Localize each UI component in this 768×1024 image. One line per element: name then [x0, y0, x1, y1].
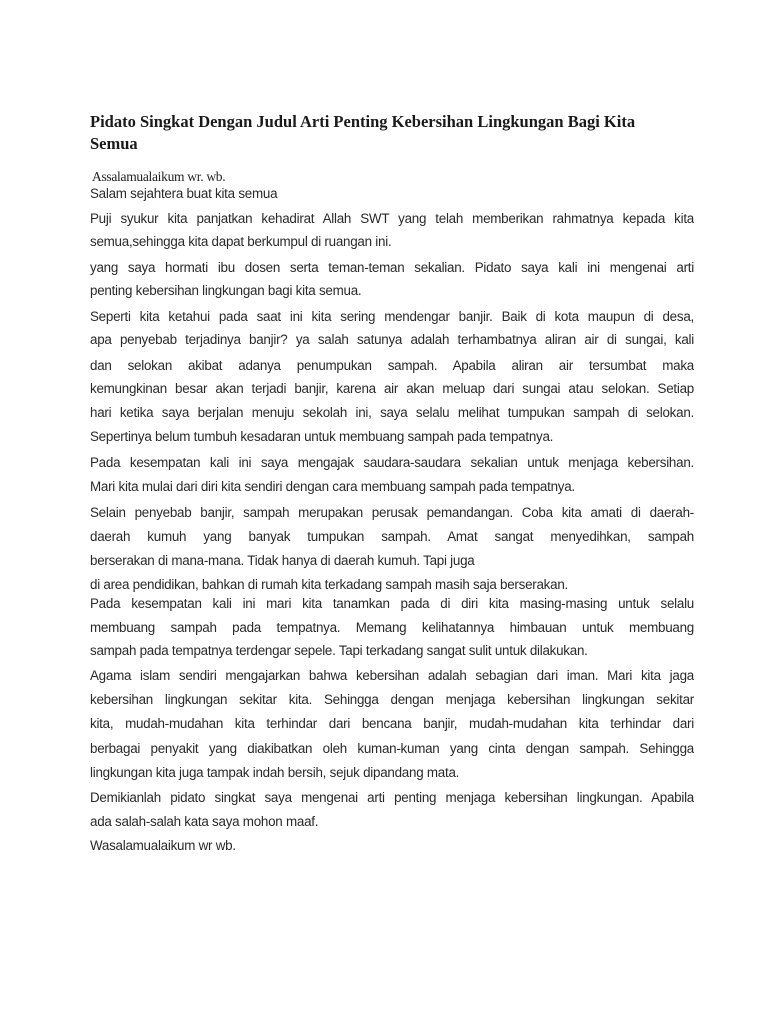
- body-text-line: lingkungan kita juga tampak indah bersih, sejuk dipandang mata.: [90, 765, 460, 780]
- body-text-line: kita, mudah-mudahan kita terhindar dari bencana banjir, mudah-mudahan kita terhindar dari: [90, 716, 694, 731]
- body-text-line: Mari kita mulai dari diri kita sendiri dengan cara membuang sampah pada tempatnya.: [90, 479, 575, 494]
- body-text-line: membuang sampah pada tempatnya. Memang kelihatannya himbauan untuk membuang: [90, 620, 694, 635]
- body-text-line: kebersihan lingkungan sekitar kita. Sehingga dengan menjaga kebersihan lingkungan sekitar: [90, 692, 694, 707]
- body-text-line: Sepertinya belum tumbuh kesadaran untuk membuang sampah pada tempatnya.: [90, 429, 554, 444]
- document-title-line-2: Semua: [90, 134, 138, 153]
- body-text-line: Pada kesempatan kali ini saya mengajak saudara-saudara sekalian untuk menjaga kebersihan.: [90, 455, 694, 470]
- body-text-line: di area pendidikan, bahkan di rumah kita terkadang sampah masih saja berserakan.: [90, 577, 568, 592]
- body-text-line: Seperti kita ketahui pada saat ini kita sering mendengar banjir. Baik di kota maupun di desa,: [90, 309, 694, 324]
- body-text-line: berserakan di mana-mana. Tidak hanya di daerah kumuh. Tapi juga: [90, 553, 475, 568]
- greeting: Assalamualaikum wr. wb.: [92, 169, 226, 184]
- body-text-line: Salam sejahtera buat kita semua: [90, 186, 278, 201]
- body-text-line: ada salah-salah kata saya mohon maaf.: [90, 814, 319, 829]
- document-title-line-1: Pidato Singkat Dengan Judul Arti Penting Kebersihan Lingkungan Bagi Kita: [90, 112, 636, 131]
- body-text-line: Pada kesempatan kali ini mari kita tanamkan pada di diri kita masing-masing untuk selalu: [90, 596, 694, 611]
- body-text-line: Puji syukur kita panjatkan kehadirat Allah SWT yang telah memberikan rahmatnya kepada kita: [90, 211, 694, 226]
- body-text-line: semua,sehingga kita dapat berkumpul di ruangan ini.: [90, 234, 392, 249]
- body-text-line: sampah pada tempatnya terdengar sepele. Tapi terkadang sangat sulit untuk dilakukan.: [90, 643, 588, 658]
- body-text-line: Selain penyebab banjir, sampah merupakan perusak pemandangan. Coba kita amati di daerah-: [90, 505, 694, 520]
- body-text-line: apa penyebab terjadinya banjir? ya salah satunya adalah terhambatnya aliran air di sungai, kali: [90, 332, 694, 347]
- body-text-line: dan selokan akibat adanya penumpukan sampah. Apabila aliran air tersumbat maka: [90, 358, 694, 373]
- body-text-line: yang saya hormati ibu dosen serta teman-teman sekalian. Pidato saya kali ini mengenai arti: [90, 260, 694, 275]
- body-text-line: Demikianlah pidato singkat saya mengenai arti penting menjaga kebersihan lingkungan. Apabila: [90, 790, 694, 805]
- body-text-line: kemungkinan besar akan terjadi banjir, karena air akan meluap dari sungai atau selokan. Setiap: [90, 381, 694, 396]
- body-text-line: hari ketika saya berjalan menuju sekolah ini, saya selalu melihat tumpukan sampah di selokan.: [90, 405, 694, 420]
- body-text-line: Agama islam sendiri mengajarkan bahwa kebersihan adalah sebagian dari iman. Mari kita jaga: [90, 668, 694, 683]
- body-text-line: berbagai penyakit yang diakibatkan oleh kuman-kuman yang cinta dengan sampah. Sehingga: [90, 741, 694, 756]
- body-text-line: daerah kumuh yang banyak tumpukan sampah. Amat sangat menyedihkan, sampah: [90, 529, 694, 544]
- body-text-line: penting kebersihan lingkungan bagi kita semua.: [90, 283, 362, 298]
- body-text-line: Wasalamualaikum wr wb.: [90, 838, 236, 853]
